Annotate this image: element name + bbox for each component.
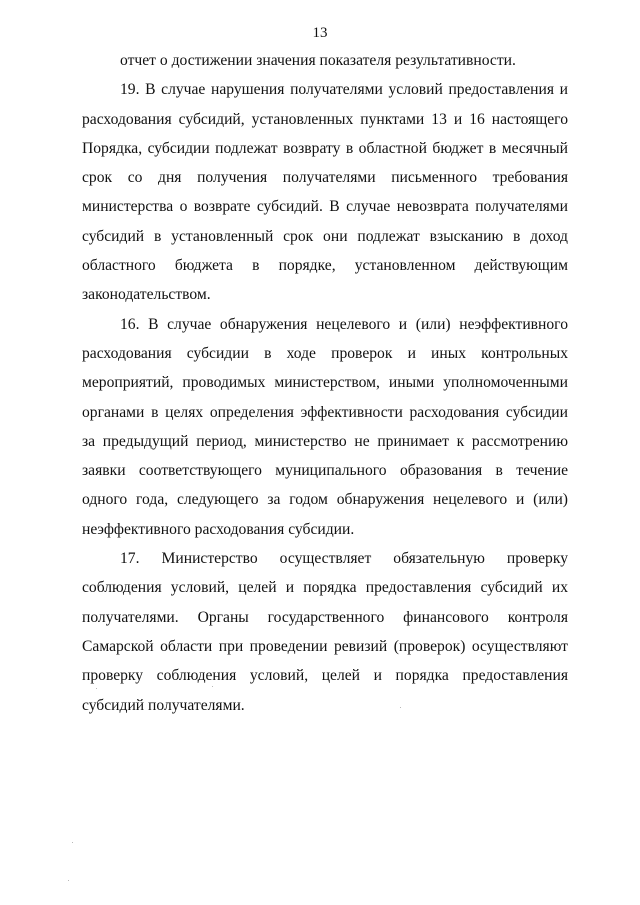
scan-speck xyxy=(72,842,73,843)
scan-speck xyxy=(212,686,213,687)
page-number: 13 xyxy=(312,25,328,41)
scan-speck xyxy=(96,688,97,689)
scan-speck xyxy=(400,707,401,708)
paragraph-16: 16. В случае обнаружения нецелевого и (или) неэффективного расходования субсидии в ходе проверок и иных контрольных мероприятий, проводимых министерством, иными уполномоченными органами в целях определения эффективности расходования субсидии за предыдущий период, министерство не принимает к рассмотрению заявки соответствующего муниципального образования в течение одного года, следующего за годом обнаружения нецелевого и (или) неэффективного расходования субсидии. xyxy=(82,315,568,538)
paragraph-19: 19. В случае нарушения получателями условий предоставления и расходования субсидий, установленных пунктами 13 и 16 настоящего Порядка, субсидии подлежат возврату в областной бюджет в месячный срок со дня получения получателями письменного требования министерства о возврате субсидий. В случае невозврата получателями субсидий в установленный срок они подлежат взысканию в доход областного бюджета в порядке, установленном действующим законодательством. xyxy=(82,81,568,304)
paragraph-17: 17. Министерство осуществляет обязательную проверку соблюдения условий, целей и порядка предоставления субсидий их получателями. Органы государственного финансового контроля Самарской области при проведении ревизий (проверок) осуществляют проверку соблюдения условий, целей и порядка предоставления субсидий получателями. xyxy=(82,550,568,714)
document-body xyxy=(82,46,568,720)
paragraph-continuation: отчет о достижении значения показателя результативности. xyxy=(120,52,516,69)
scan-speck xyxy=(68,880,69,881)
